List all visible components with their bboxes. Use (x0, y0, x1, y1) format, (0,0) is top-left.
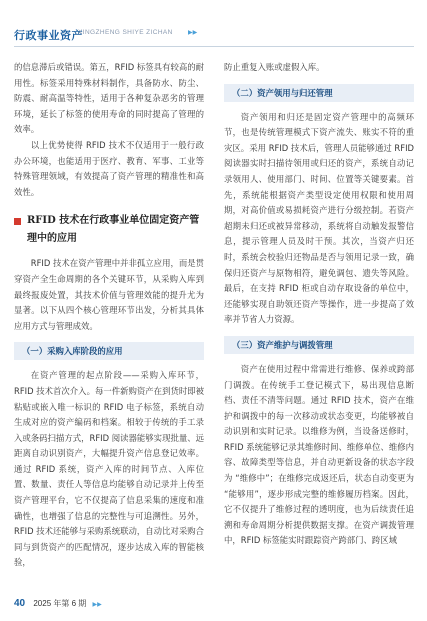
section-heading (14, 212, 204, 248)
page-number: 40 (14, 598, 26, 609)
left-paragraph-3: RFID 技术在资产管理中并非孤立应用，而是贯穿资产全生命周期的各个关键环节，从采购入库到最终报废处置，其技术价值与管理效能的提升尤为显著。以下从四个核心管理环节出发，分析其具体应用方式与管理成效。 (14, 258, 204, 331)
page-header (0, 0, 427, 50)
magazine-brand: 行政事业资产 (14, 29, 83, 42)
subheading-procurement: （一）采购入库阶段的应用 (14, 342, 204, 360)
header-divider (14, 46, 414, 47)
page-footer (14, 598, 102, 609)
section-marker-icon (14, 218, 21, 225)
subheading-lending: （二）资产领用与归还管理 (224, 84, 414, 102)
left-column (14, 60, 204, 571)
magazine-brand-pinyin: XINGZHENG SHIYE ZICHAN (78, 29, 173, 36)
footer-arrows-icon: ▶▶ (92, 602, 102, 608)
section-title: RFID 技术在行政事业单位固定资产管理中的应用 (27, 215, 200, 245)
issue-label: 2025 年第 6 期 (33, 599, 87, 608)
subheading-maintenance: （三）资产维护与调拨管理 (224, 336, 414, 354)
left-paragraph-2: 以上优势使得 RFID 技术不仅适用于一般行政办公环境，也能适用于医疗、教育、军事、工业等特殊管理领域，有效提高了资产管理的精准性和高效性。 (14, 139, 204, 197)
header-arrows-icon: ▶▶ (188, 29, 198, 36)
right-paragraph-2: 资产领用和归还是固定资产管理中的高频环节，也是传统管理模式下资产流失、账实不符的重灾区。采用 RFID 技术后，管理人员能够通过 RFID 阅读器实时扫描待领用或归还的资产，系统自动记录领用人、使用部门、时间、位置等关键要素。首先，系统能根据资产类型设定使用权限和使用周期，对高价值或易损耗资产进行分级控制。若资产超期未归还或被异常移动，系统将自动触发报警信息，提示管理人员及时干预。其次，当资产归还时，系统会校验归还物品是否与领用记录一致，确保归还资产与原物相符，避免调包、遗失等风险。最后，在支持 RFID 柜或自动存取设备的单位中，还能够实现自助领还资产等操作，进一步提高了效率并节省人力资源。 (224, 111, 414, 325)
right-paragraph-3: 资产在使用过程中常需进行维修、保养或跨部门调拨。在传统手工登记模式下，易出现信息断档、责任不清等问题。通过 RFID 技术，资产在维护和调拨中的每一次移动或状态变更，均能够被自动识别和实时记录。以维修为例，当设备送修时，RFID 系统能够记录其维修时间、维修单位、维修内容、故障类型等信息，并自动更新设备的状态字段为 “维修中”；在维修完成返还后，状态自动变更为 “能够用”，逐步形成完整的维修履历档案。因此，它不仅提升了维修过程的透明度，也为后续责任追溯和寿命周期分析提供数据支撑。在资产调拨管理中，RFID 标签能实时跟踪资产跨部门、跨区域 (224, 363, 414, 546)
left-paragraph-1: 的信息滞后或错误。第五，RFID 标签具有较高的耐用性。标签采用特殊材料制作，具备防水、防尘、防震、耐高温等特性，适用于各种复杂恶劣的管理环境，延长了标签的使用寿命的同时提高了管理的效率。 (14, 62, 204, 135)
right-column (224, 60, 414, 549)
left-paragraph-4: 在资产管理的起点阶段——采购入库环节，RFID 技术首次介入。每一件新购资产在到货时即被粘贴或嵌入唯一标识的 RFID 电子标签，系统自动生成对应的资产编码和档案。相较于传统的手工录入或条码扫描方式，RFID 阅读器能够实现批量、远距离自动识别资产，大幅提升资产信息登记效率。通过 RFID 系统，资产入库的时间节点、入库位置、数量、责任人等信息均能够自动记录并上传至资产管理平台，它不仅提高了信息采集的速度和准确性，也增强了信息的完整性与可追溯性。另外，RFID 技术还能够与采购系统联动，自动比对采购合同与到货资产的匹配情况，逐步达成入库的智能核验， (14, 370, 204, 568)
right-paragraph-1: 防止重复入账或虚假入库。 (224, 62, 325, 72)
